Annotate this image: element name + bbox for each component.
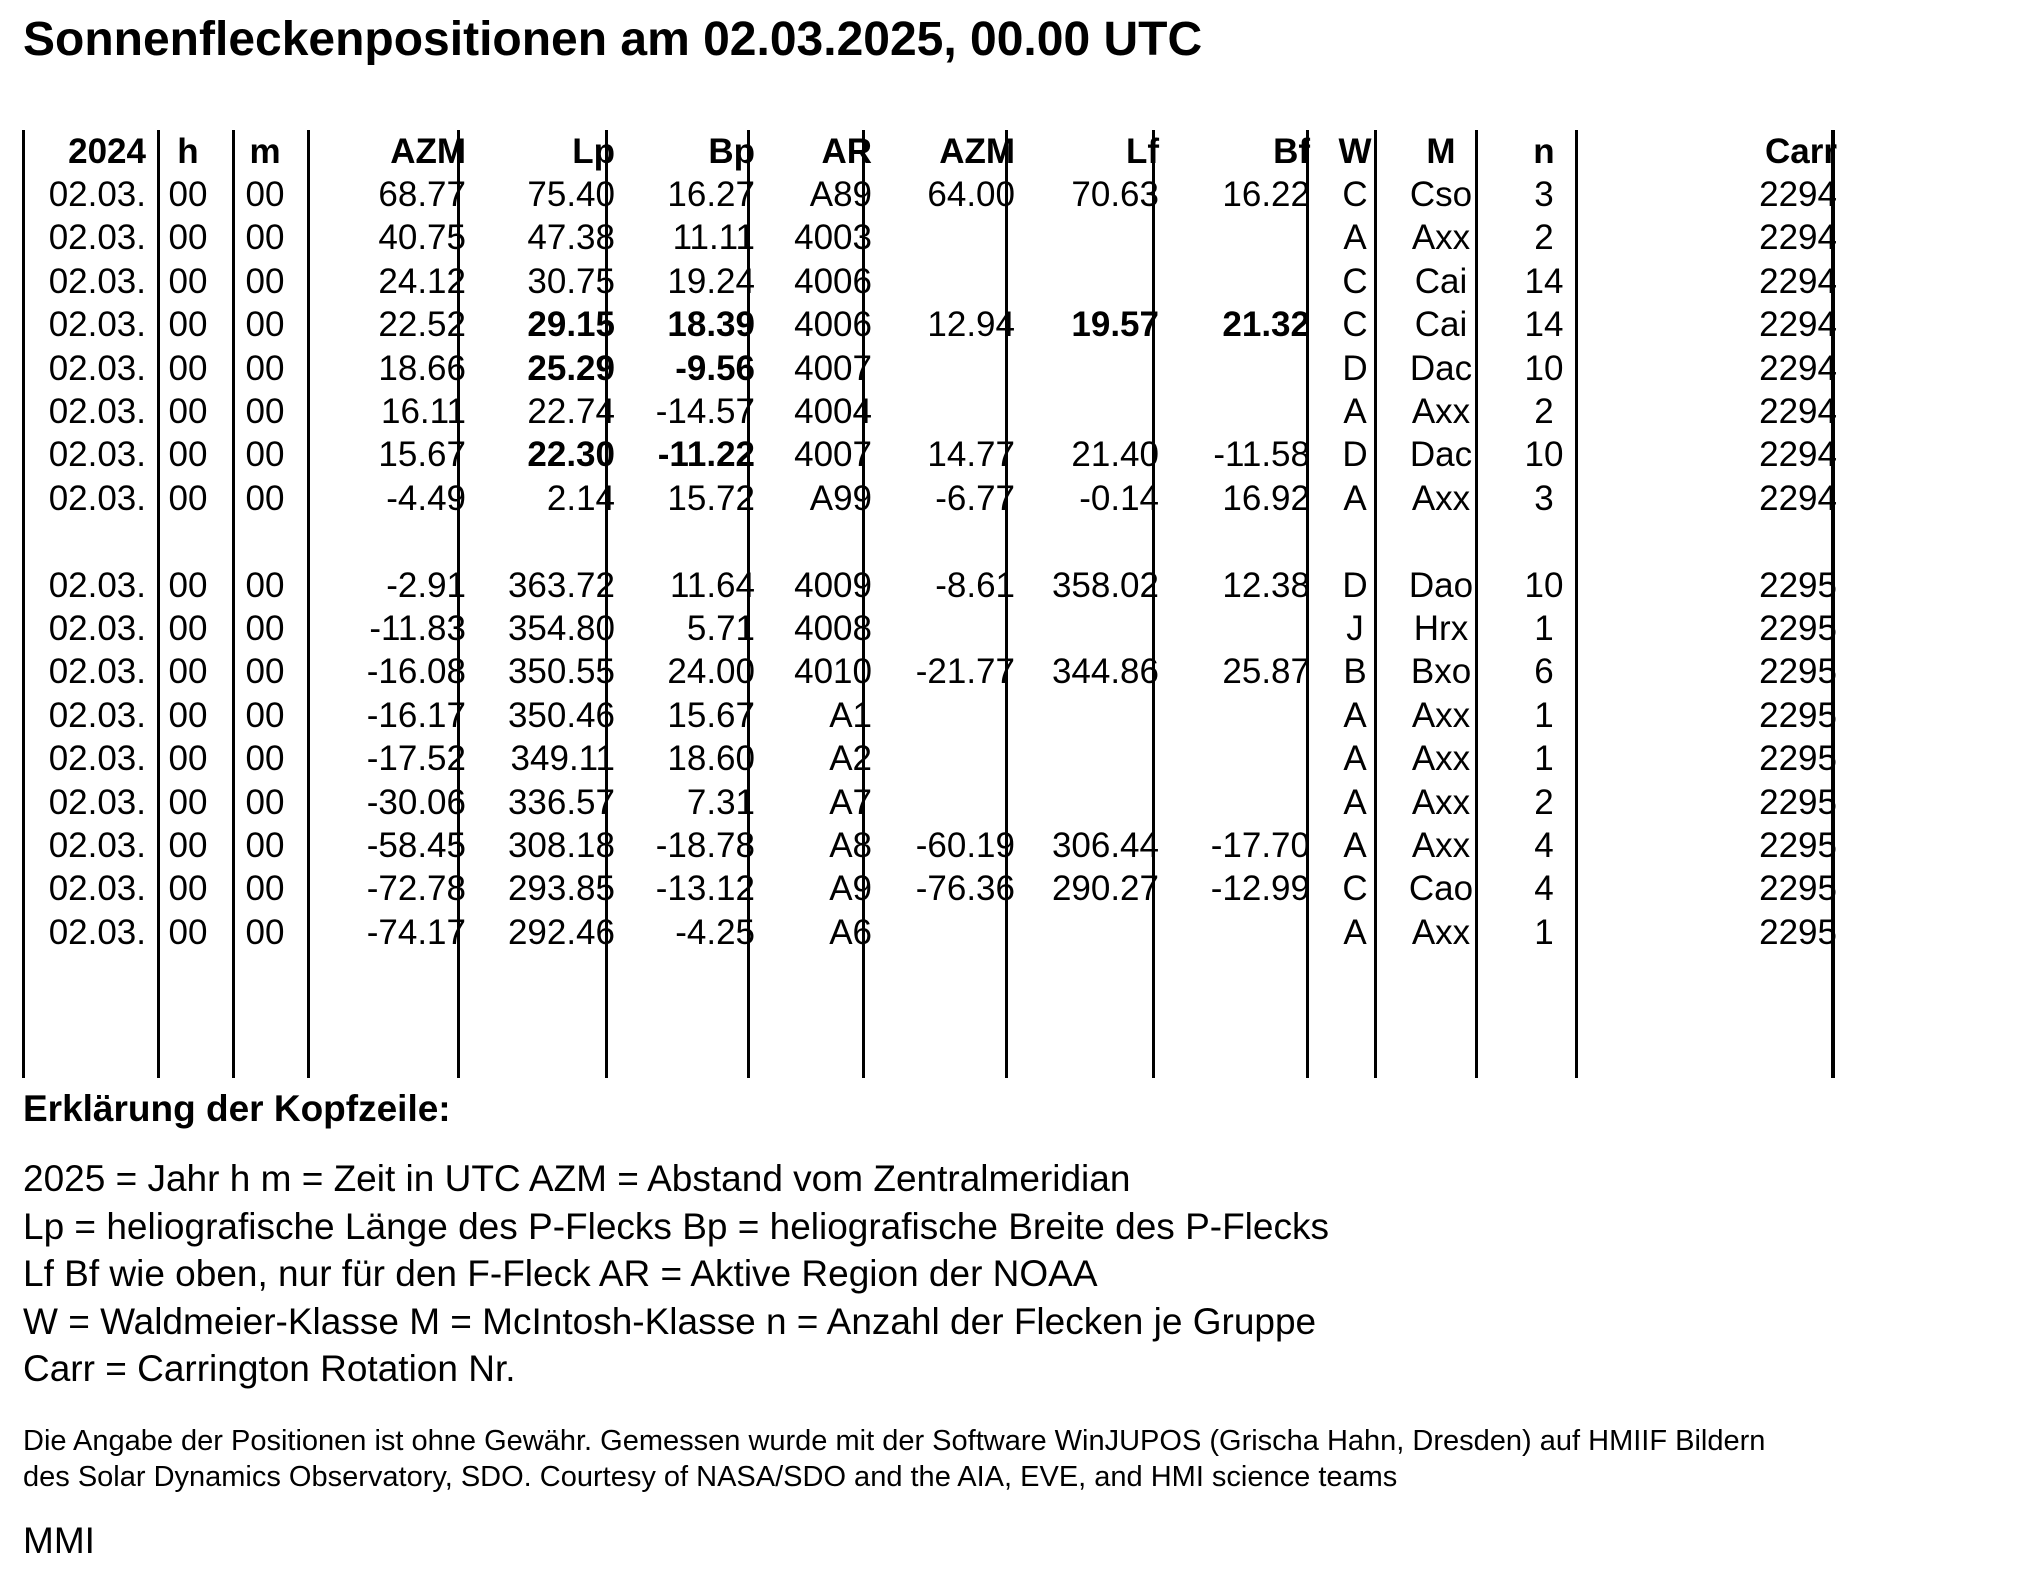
cell-lp: 22.74 (527, 392, 615, 431)
cell-bf: 21.32 (1222, 305, 1310, 344)
cell-mcintosh: Bxo (1410, 652, 1472, 691)
cell-azm-f: -8.61 (935, 566, 1015, 605)
cell-hour: 00 (168, 696, 208, 735)
cell-carrington: 2295 (1759, 652, 1837, 691)
cell-date: 02.03. (48, 435, 146, 474)
cell-lf: 306.44 (1051, 826, 1159, 865)
cell-waldmeier: D (1342, 349, 1368, 388)
cell-ar: A6 (829, 913, 872, 952)
cell-mcintosh: Cao (1408, 869, 1474, 908)
cell-mcintosh: Cai (1414, 262, 1468, 301)
cell-hour: 00 (168, 479, 208, 518)
header-azm-p: AZM (390, 132, 466, 171)
cell-lf: 358.02 (1051, 566, 1159, 605)
legend (23, 1155, 1329, 1393)
header-azm-f: AZM (939, 132, 1015, 171)
cell-bp: -14.57 (655, 392, 755, 431)
cell-mcintosh: Axx (1411, 826, 1471, 865)
page-title: Sonnenfleckenpositionen am 02.03.2025, 00.00 UTC (23, 13, 1203, 66)
cell-hour: 00 (168, 826, 208, 865)
cell-mcintosh: Dac (1409, 349, 1473, 388)
cell-hour: 00 (168, 305, 208, 344)
cell-bp: -11.22 (657, 435, 755, 474)
cell-minute: 00 (245, 175, 285, 214)
cell-date: 02.03. (48, 869, 146, 908)
cell-lf: 344.86 (1051, 652, 1159, 691)
cell-date: 02.03. (48, 783, 146, 822)
cell-ar: A1 (829, 696, 872, 735)
cell-ar: 4010 (794, 652, 872, 691)
cell-hour: 00 (168, 349, 208, 388)
cell-minute: 00 (245, 913, 285, 952)
cell-bf: -12.99 (1210, 869, 1310, 908)
cell-ar: 4004 (794, 392, 872, 431)
cell-count: 14 (1524, 305, 1564, 344)
disclaimer-line: Die Angabe der Positionen ist ohne Gewähr. Gemessen wurde mit der Software WinJUPOS (Grischa Hahn, Dresden) auf HMIIF Bildern (23, 1425, 1766, 1457)
cell-bp: 18.60 (667, 739, 755, 778)
cell-minute: 00 (245, 349, 285, 388)
cell-lp: 308.18 (507, 826, 615, 865)
signature: MMI (23, 1520, 95, 1561)
cell-minute: 00 (245, 609, 285, 648)
cell-carrington: 2295 (1759, 869, 1837, 908)
cell-hour: 00 (168, 783, 208, 822)
cell-azm-p: 18.66 (378, 349, 466, 388)
cell-mcintosh: Axx (1411, 783, 1471, 822)
legend-heading: Erklärung der Kopfzeile: (23, 1088, 451, 1129)
cell-lp: 75.40 (527, 175, 615, 214)
cell-count: 2 (1534, 783, 1554, 822)
disclaimer-line: des Solar Dynamics Observatory, SDO. Courtesy of NASA/SDO and the AIA, EVE, and HMI science teams (23, 1461, 1398, 1493)
header-lf: Lf (1125, 132, 1159, 171)
header-count: n (1533, 132, 1555, 171)
cell-hour: 00 (168, 435, 208, 474)
header-waldmeier: W (1338, 132, 1372, 171)
cell-carrington: 2295 (1759, 913, 1837, 952)
cell-count: 1 (1534, 739, 1554, 778)
cell-bp: 15.67 (667, 696, 755, 735)
cell-carrington: 2294 (1759, 479, 1837, 518)
header-date: 2024 (68, 132, 146, 171)
header-bf: Bf (1273, 132, 1310, 171)
cell-waldmeier: B (1343, 652, 1367, 691)
cell-date: 02.03. (48, 913, 146, 952)
cell-lp: 293.85 (507, 869, 615, 908)
cell-hour: 00 (168, 739, 208, 778)
cell-azm-f: 64.00 (927, 175, 1015, 214)
cell-count: 14 (1524, 262, 1564, 301)
cell-count: 10 (1524, 349, 1564, 388)
cell-bp: 11.64 (670, 566, 755, 605)
cell-bf: -11.58 (1213, 435, 1310, 474)
cell-ar: 4008 (794, 609, 872, 648)
cell-ar: A7 (829, 783, 872, 822)
cell-carrington: 2295 (1759, 696, 1837, 735)
cell-lp: 354.80 (507, 609, 615, 648)
legend-line: Lp = heliografische Länge des P-Flecks Bp = heliografische Breite des P-Flecks (23, 1205, 1329, 1247)
cell-ar: A2 (829, 739, 872, 778)
cell-minute: 00 (245, 479, 285, 518)
cell-azm-f: -76.36 (915, 869, 1015, 908)
cell-minute: 00 (245, 566, 285, 605)
cell-azm-p: -4.49 (386, 479, 466, 518)
cell-carrington: 2294 (1759, 392, 1837, 431)
cell-lp: 292.46 (507, 913, 615, 952)
cell-minute: 00 (245, 826, 285, 865)
cell-hour: 00 (168, 262, 208, 301)
cell-azm-f: -21.77 (915, 652, 1015, 691)
cell-carrington: 2294 (1759, 435, 1837, 474)
cell-azm-p: 16.11 (381, 392, 466, 431)
cell-bp: -4.25 (675, 913, 755, 952)
cell-ar: A8 (829, 826, 872, 865)
cell-waldmeier: A (1343, 826, 1367, 865)
cell-mcintosh: Hrx (1413, 609, 1469, 648)
cell-hour: 00 (168, 566, 208, 605)
header-hour: h (177, 132, 199, 171)
cell-carrington: 2295 (1759, 609, 1837, 648)
cell-minute: 00 (245, 218, 285, 257)
cell-bp: -18.78 (655, 826, 755, 865)
cell-bp: 19.24 (667, 262, 755, 301)
cell-count: 10 (1524, 435, 1564, 474)
cell-azm-f: 12.94 (927, 305, 1015, 344)
cell-hour: 00 (168, 652, 208, 691)
cell-lp: 2.14 (546, 479, 615, 518)
cell-date: 02.03. (48, 826, 146, 865)
cell-lf: 70.63 (1071, 175, 1159, 214)
cell-ar: A99 (809, 479, 872, 518)
cell-bp: -13.12 (655, 869, 755, 908)
cell-carrington: 2294 (1759, 305, 1837, 344)
cell-waldmeier: A (1343, 739, 1367, 778)
cell-waldmeier: A (1343, 696, 1367, 735)
cell-waldmeier: D (1342, 435, 1368, 474)
cell-lp: 25.29 (527, 349, 615, 388)
cell-date: 02.03. (48, 652, 146, 691)
cell-bp: 5.71 (686, 609, 755, 648)
cell-date: 02.03. (48, 218, 146, 257)
cell-lp: 350.46 (507, 696, 615, 735)
cell-hour: 00 (168, 392, 208, 431)
header-mcintosh: M (1426, 132, 1456, 171)
cell-ar: A9 (829, 869, 872, 908)
header-minute: m (249, 132, 281, 171)
cell-count: 4 (1534, 869, 1554, 908)
cell-minute: 00 (245, 262, 285, 301)
cell-azm-p: -30.06 (366, 783, 466, 822)
cell-date: 02.03. (48, 479, 146, 518)
cell-lp: 363.72 (507, 566, 615, 605)
cell-bp: 11.11 (672, 218, 755, 257)
cell-count: 6 (1534, 652, 1554, 691)
cell-carrington: 2295 (1759, 739, 1837, 778)
cell-waldmeier: D (1342, 566, 1368, 605)
cell-date: 02.03. (48, 739, 146, 778)
cell-date: 02.03. (48, 696, 146, 735)
cell-count: 10 (1524, 566, 1564, 605)
cell-bp: 7.31 (686, 783, 755, 822)
header-lp: Lp (572, 132, 615, 171)
cell-minute: 00 (245, 783, 285, 822)
cell-bp: 15.72 (667, 479, 755, 518)
cell-count: 3 (1534, 479, 1554, 518)
cell-minute: 00 (245, 696, 285, 735)
cell-bp: -9.56 (675, 349, 755, 388)
cell-bf: 16.22 (1222, 175, 1310, 214)
cell-lf: 21.40 (1071, 435, 1159, 474)
cell-carrington: 2294 (1759, 218, 1837, 257)
cell-mcintosh: Dac (1409, 435, 1473, 474)
cell-date: 02.03. (48, 175, 146, 214)
cell-mcintosh: Dao (1408, 566, 1474, 605)
cell-azm-p: -11.83 (369, 609, 466, 648)
cell-azm-p: 68.77 (378, 175, 466, 214)
cell-date: 02.03. (48, 305, 146, 344)
cell-minute: 00 (245, 869, 285, 908)
cell-azm-p: -74.17 (366, 913, 466, 952)
cell-ar: A89 (809, 175, 872, 214)
cell-azm-f: -6.77 (935, 479, 1015, 518)
cell-lf: -0.14 (1079, 479, 1159, 518)
cell-bf: -17.70 (1210, 826, 1310, 865)
cell-count: 1 (1534, 913, 1554, 952)
cell-mcintosh: Cai (1414, 305, 1468, 344)
cell-azm-p: -2.91 (386, 566, 466, 605)
cell-hour: 00 (168, 218, 208, 257)
cell-carrington: 2294 (1759, 262, 1837, 301)
cell-ar: 4009 (794, 566, 872, 605)
cell-lp: 350.55 (507, 652, 615, 691)
cell-lf: 19.57 (1071, 305, 1159, 344)
cell-count: 4 (1534, 826, 1554, 865)
cell-hour: 00 (168, 609, 208, 648)
cell-azm-f: 14.77 (927, 435, 1015, 474)
cell-date: 02.03. (48, 262, 146, 301)
cell-waldmeier: C (1342, 262, 1368, 301)
cell-ar: 4006 (794, 262, 872, 301)
cell-minute: 00 (245, 435, 285, 474)
cell-bf: 12.38 (1222, 566, 1310, 605)
cell-azm-p: 40.75 (378, 218, 466, 257)
cell-minute: 00 (245, 652, 285, 691)
cell-bf: 16.92 (1222, 479, 1310, 518)
cell-count: 1 (1534, 609, 1554, 648)
cell-waldmeier: C (1342, 175, 1368, 214)
cell-azm-p: 22.52 (378, 305, 466, 344)
cell-azm-f: -60.19 (915, 826, 1015, 865)
header-ar: AR (821, 132, 872, 171)
cell-waldmeier: A (1343, 783, 1367, 822)
cell-hour: 00 (168, 175, 208, 214)
cell-waldmeier: J (1346, 609, 1364, 648)
cell-azm-p: -17.52 (366, 739, 466, 778)
cell-carrington: 2295 (1759, 566, 1837, 605)
cell-azm-p: -58.45 (366, 826, 466, 865)
cell-count: 3 (1534, 175, 1554, 214)
cell-lp: 336.57 (507, 783, 615, 822)
cell-bp: 18.39 (667, 305, 755, 344)
cell-date: 02.03. (48, 609, 146, 648)
cell-mcintosh: Axx (1411, 739, 1471, 778)
cell-date: 02.03. (48, 392, 146, 431)
cell-bp: 24.00 (667, 652, 755, 691)
cell-lp: 47.38 (527, 218, 615, 257)
cell-carrington: 2295 (1759, 826, 1837, 865)
cell-ar: 4003 (794, 218, 872, 257)
cell-minute: 00 (245, 305, 285, 344)
cell-hour: 00 (168, 913, 208, 952)
cell-carrington: 2294 (1759, 175, 1837, 214)
cell-lp: 22.30 (527, 435, 615, 474)
cell-azm-p: -16.17 (366, 696, 466, 735)
legend-line: W = Waldmeier-Klasse M = McIntosh-Klasse n = Anzahl der Flecken je Gruppe (23, 1300, 1317, 1342)
cell-count: 2 (1534, 392, 1554, 431)
cell-mcintosh: Cso (1409, 175, 1473, 214)
cell-waldmeier: C (1342, 305, 1368, 344)
cell-count: 1 (1534, 696, 1554, 735)
cell-mcintosh: Axx (1411, 913, 1471, 952)
header-bp: Bp (708, 132, 755, 171)
sunspot-table (22, 130, 1839, 1078)
legend-line: Lf Bf wie oben, nur für den F-Fleck AR = Aktive Region der NOAA (23, 1253, 1098, 1294)
cell-carrington: 2294 (1759, 349, 1837, 388)
disclaimer (23, 1423, 2033, 1495)
cell-azm-p: 24.12 (378, 262, 466, 301)
cell-lp: 30.75 (527, 262, 615, 301)
cell-waldmeier: C (1342, 869, 1368, 908)
cell-bp: 16.27 (667, 175, 755, 214)
cell-date: 02.03. (48, 349, 146, 388)
cell-ar: 4007 (794, 349, 872, 388)
cell-waldmeier: A (1343, 913, 1367, 952)
cell-minute: 00 (245, 739, 285, 778)
cell-mcintosh: Axx (1411, 218, 1471, 257)
legend-line: 2025 = Jahr h m = Zeit in UTC AZM = Abstand vom Zentralmeridian (23, 1158, 1131, 1199)
cell-date: 02.03. (48, 566, 146, 605)
cell-ar: 4006 (794, 305, 872, 344)
cell-minute: 00 (245, 392, 285, 431)
cell-hour: 00 (168, 869, 208, 908)
cell-carrington: 2295 (1759, 783, 1837, 822)
cell-azm-p: -16.08 (366, 652, 466, 691)
legend-line: Carr = Carrington Rotation Nr. (23, 1348, 516, 1389)
cell-ar: 4007 (794, 435, 872, 474)
cell-azm-p: -72.78 (366, 869, 466, 908)
header-carrington: Carr (1765, 132, 1837, 171)
cell-waldmeier: A (1343, 392, 1367, 431)
cell-waldmeier: A (1343, 479, 1367, 518)
cell-count: 2 (1534, 218, 1554, 257)
cell-lp: 29.15 (527, 305, 615, 344)
cell-mcintosh: Axx (1411, 696, 1471, 735)
cell-lp: 349.11 (510, 739, 615, 778)
cell-mcintosh: Axx (1411, 392, 1471, 431)
cell-mcintosh: Axx (1411, 479, 1471, 518)
cell-azm-p: 15.67 (378, 435, 466, 474)
cell-lf: 290.27 (1051, 869, 1159, 908)
cell-waldmeier: A (1343, 218, 1367, 257)
cell-bf: 25.87 (1222, 652, 1310, 691)
